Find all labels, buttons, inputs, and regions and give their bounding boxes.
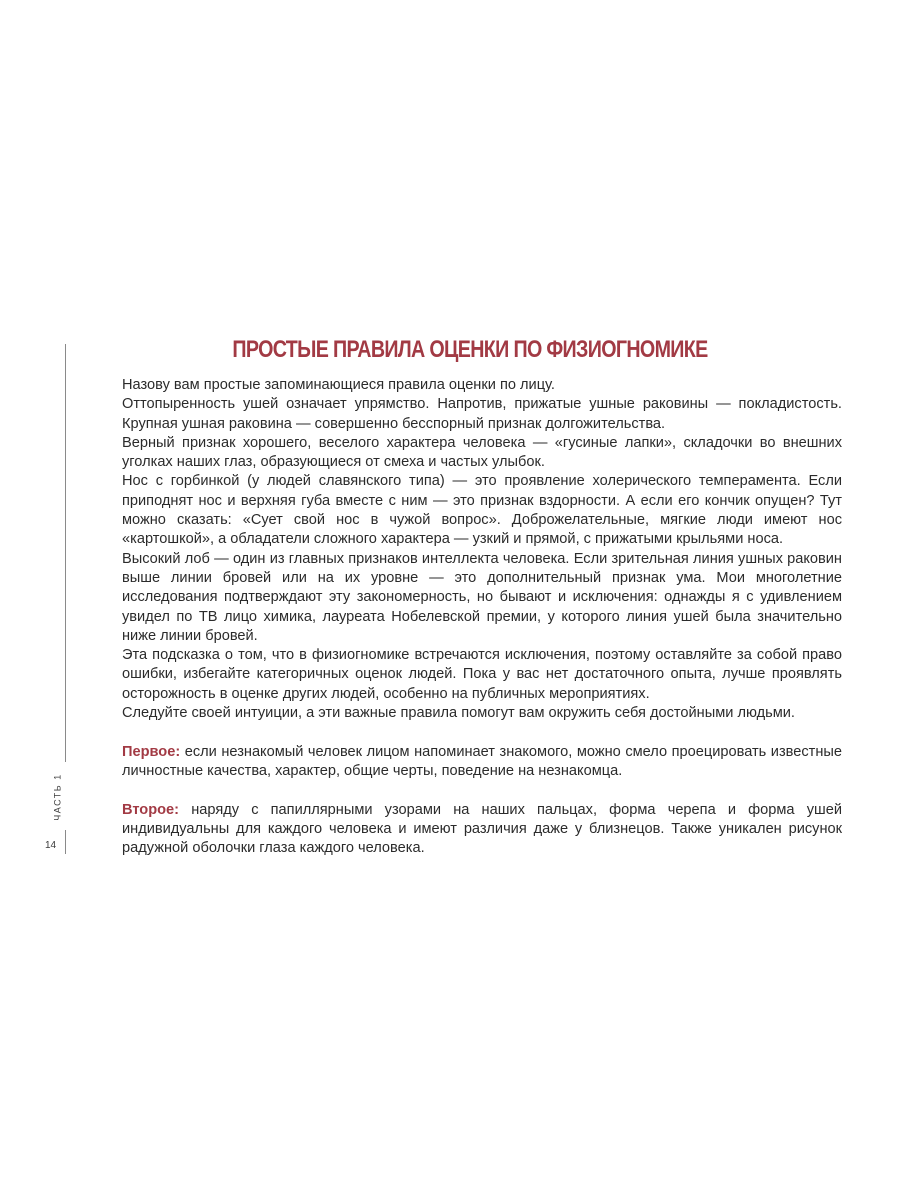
rule-second bbox=[122, 801, 842, 859]
rule-second-text: наряду с папиллярными узорами на наших пальцах, форма черепа и форма ушей индивидуальны для каждого человека и имеют различия даже у близнецов. Также уникален рисунок радужной оболочки глаза каждого человека. bbox=[122, 801, 842, 857]
margin-rule-top bbox=[65, 344, 66, 762]
paragraph-forehead: Высокий лоб — один из главных признаков интеллекта человека. Если зрительная линия ушных раковин выше линии бровей или на их уровне — это дополнительный признак ума. Мои многолетние исследования подтверждают эту закономерность, но бывают и исключения: однажды я с удивлением увидел по ТВ лицо химика, лауреата Нобелевской премии, у которого линия ушей была значительно ниже линии бровей. bbox=[122, 550, 842, 644]
spacer bbox=[122, 781, 842, 800]
rule-first-text: если незнакомый человек лицом напоминает знакомого, можно смело проецировать известные личностные качества, характер, общие черты, поведение на незнакомца. bbox=[122, 743, 842, 779]
spacer bbox=[122, 723, 842, 742]
running-head bbox=[38, 770, 98, 826]
margin-rule-bottom bbox=[65, 830, 66, 854]
rule-first-lead: Первое: bbox=[122, 743, 181, 760]
paragraph-crows-feet: Верный признак хорошего, веселого характера человека — «гусиные лапки», складочки во внешних уголках наших глаз, образующиеся от смеха и частых улыбок. bbox=[122, 434, 842, 471]
paragraph-intro: Назову вам простые запоминающиеся правила оценки по лицу. bbox=[122, 377, 555, 393]
paragraph-exceptions: Эта подсказка о том, что в физиогномике встречаются исключения, поэтому оставляйте за собой право ошибки, избегайте категоричных оценок людей. Пока у вас нет достаточного опыта, лучше проявлять осторожность в оценке других людей, особенно на публичных мероприятиях. bbox=[122, 647, 842, 702]
running-head-label: ЧАСТЬ 1 bbox=[52, 773, 63, 821]
rule-first bbox=[122, 743, 842, 782]
paragraph-nose: Нос с горбинкой (у людей славянского типа) — это проявление холерического темперамента. Если приподнят нос и верхняя губа вместе с ним — это признак вздорности. А если его кончик опущен? Тут можно сказать: «Сует свой нос в чужой вопрос». Доброжелательные, мягкие люди имеют нос «картошкой», а обладатели сложного характера — узкий и прямой, с прижатыми крыльями носа. bbox=[122, 473, 842, 548]
page-number: 14 bbox=[45, 840, 57, 851]
paragraph-ears: Оттопыренность ушей означает упрямство. Напротив, прижатые ушные раковины — покладистость. Крупная ушная раковина — совершенно бесспорный признак долгожительства. bbox=[122, 396, 842, 432]
paragraph-intuition: Следуйте своей интуиции, а эти важные правила помогут вам окружить себя достойными людьми. bbox=[122, 705, 795, 722]
article-body bbox=[122, 376, 842, 858]
page-title: ПРОСТЫЕ ПРАВИЛА ОЦЕНКИ ПО ФИЗИОГНОМИКЕ bbox=[232, 336, 708, 363]
rule-second-lead: Второе: bbox=[122, 801, 180, 818]
